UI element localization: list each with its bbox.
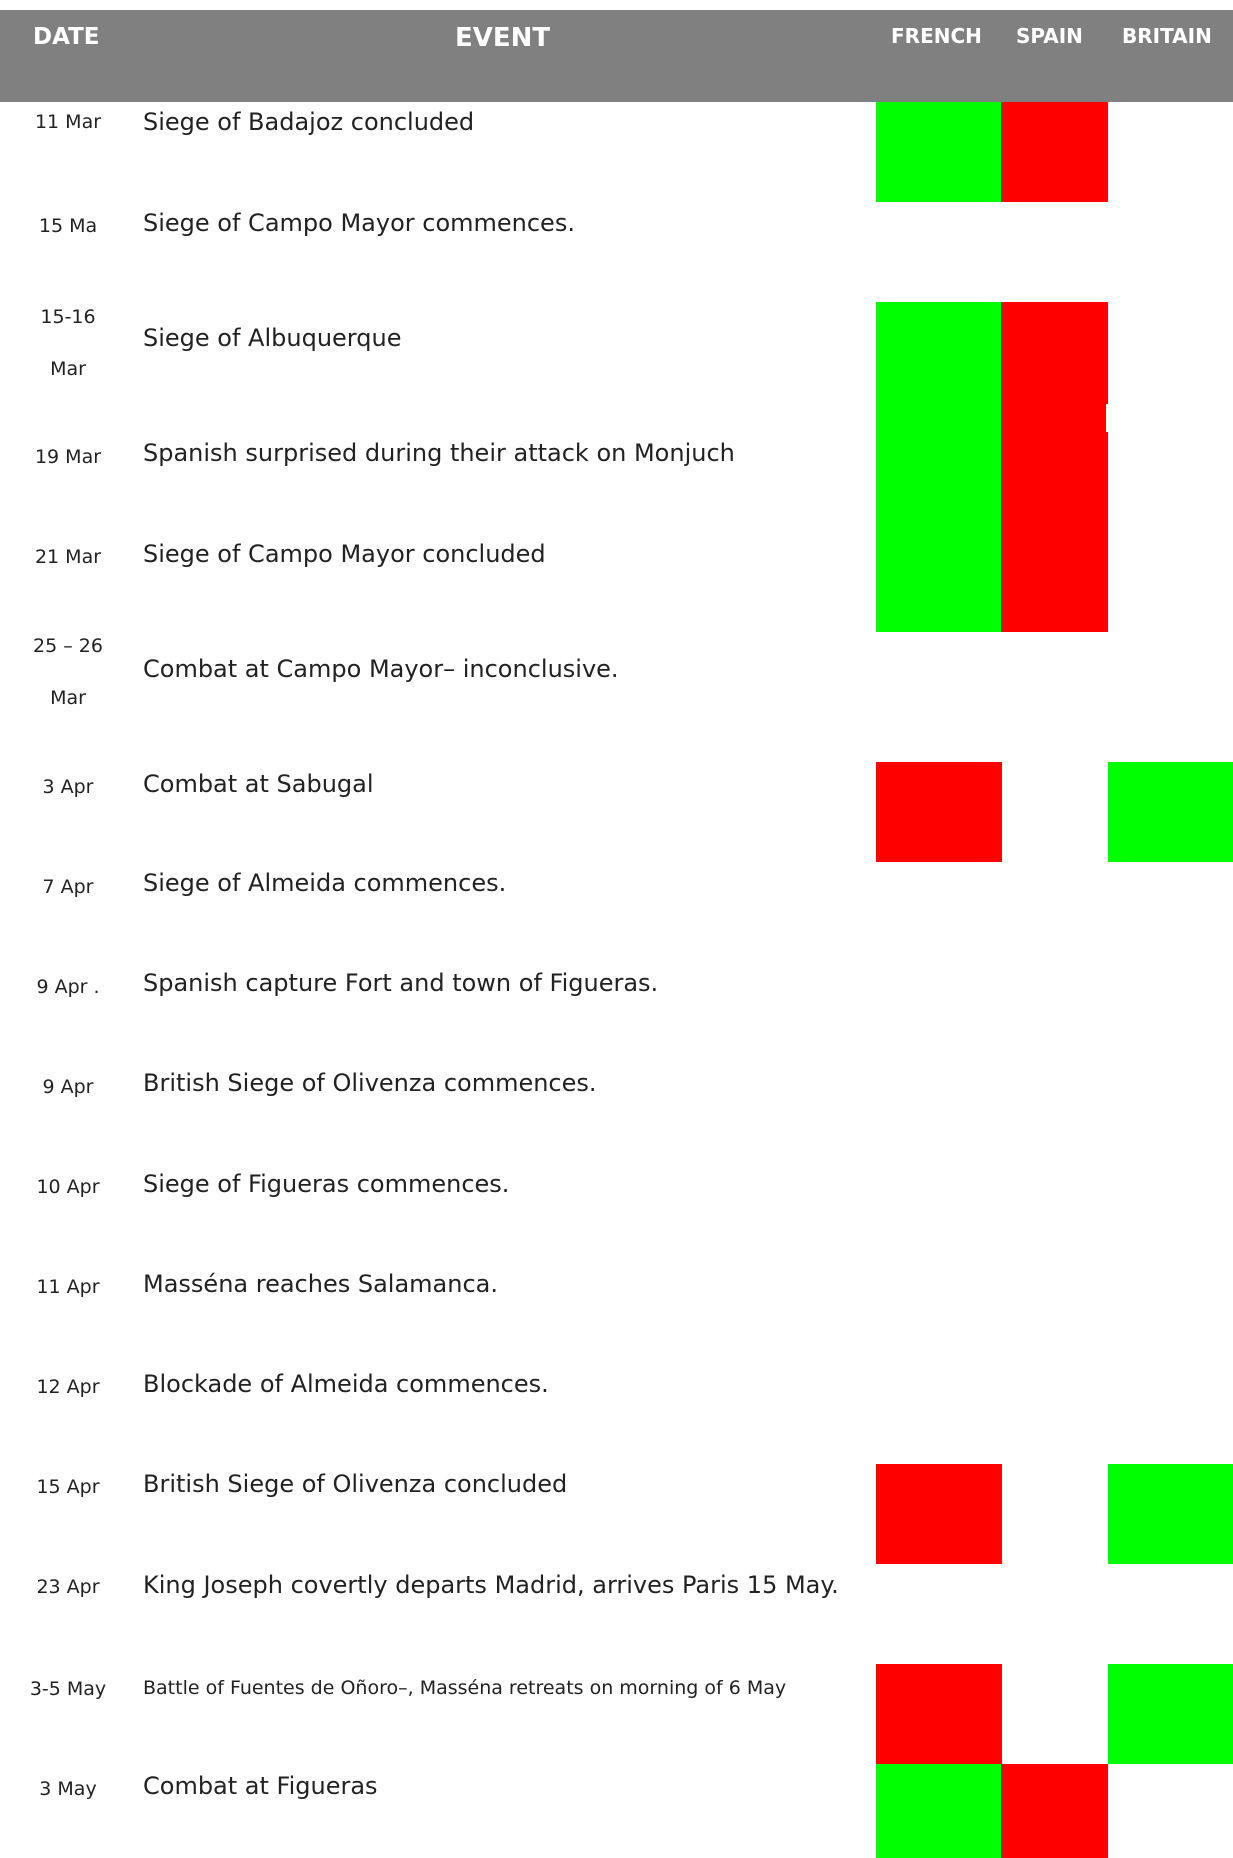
row-date-line2: Mar — [50, 687, 86, 709]
column-header-britain: BRITAIN — [1122, 24, 1212, 48]
row-event: Siege of Campo Mayor commences. — [143, 209, 575, 237]
row-date: 21 Mar — [34, 546, 102, 568]
britain-outcome-win — [1108, 762, 1233, 862]
row-date: 11 Mar — [34, 111, 102, 133]
french-outcome-loss — [876, 762, 1002, 862]
row-event: King Joseph covertly departs Madrid, arrives Paris 15 May. — [143, 1571, 839, 1599]
row-event: Siege of Campo Mayor concluded — [143, 540, 546, 568]
row-event: Siege of Figueras commences. — [143, 1170, 510, 1198]
row-date: 15 Apr — [36, 1476, 100, 1498]
row-event: Siege of Badajoz concluded — [143, 108, 475, 136]
row-date-line2: Mar — [50, 358, 86, 380]
row-date: 3 May — [39, 1778, 97, 1800]
column-header-french: FRENCH — [891, 24, 982, 48]
divider — [1106, 404, 1108, 432]
row-date — [0, 620, 136, 724]
row-date: 11 Apr — [36, 1276, 100, 1298]
column-header-date: DATE — [33, 24, 100, 50]
french-outcome-win — [876, 1764, 1001, 1858]
row-event: Battle of Fuentes de Oñoro–, Masséna retreats on morning of 6 May — [143, 1677, 787, 1699]
row-event: Blockade of Almeida commences. — [143, 1370, 549, 1398]
french-outcome-win — [876, 302, 1001, 632]
column-header-spain: SPAIN — [1016, 24, 1083, 48]
row-date: 3 Apr — [42, 776, 94, 798]
french-outcome-loss — [876, 1664, 1002, 1764]
row-date: 23 Apr — [36, 1576, 100, 1598]
row-date: 12 Apr — [36, 1376, 100, 1398]
row-date: 9 Apr . — [36, 976, 100, 998]
row-event: Spanish surprised during their attack on Monjuch — [143, 439, 735, 467]
row-event: Masséna reaches Salamanca. — [143, 1270, 498, 1298]
row-date: 15 Ma — [38, 215, 98, 237]
spain-outcome-loss — [1001, 302, 1108, 632]
row-date: 3-5 May — [29, 1678, 107, 1700]
spain-outcome-loss — [1001, 102, 1108, 202]
row-event: British Siege of Olivenza commences. — [143, 1069, 597, 1097]
britain-outcome-win — [1108, 1464, 1233, 1564]
britain-outcome-win — [1108, 1664, 1233, 1764]
row-event: Combat at Figueras — [143, 1772, 378, 1800]
french-outcome-loss — [876, 1464, 1002, 1564]
row-date-line1: 25 – 26 — [33, 635, 103, 657]
spain-outcome-loss — [1001, 1764, 1108, 1858]
table-header — [0, 10, 1233, 102]
row-date: 9 Apr — [42, 1076, 94, 1098]
row-event: Siege of Albuquerque — [143, 324, 402, 352]
row-date: 19 Mar — [34, 446, 102, 468]
row-event: Siege of Almeida commences. — [143, 869, 507, 897]
column-header-event: EVENT — [455, 23, 551, 53]
row-event: Combat at Sabugal — [143, 770, 374, 798]
row-date-line1: 15-16 — [40, 306, 96, 328]
row-date — [0, 291, 136, 395]
row-event: Combat at Campo Mayor– inconclusive. — [143, 655, 619, 683]
row-event: British Siege of Olivenza concluded — [143, 1470, 568, 1498]
row-date: 7 Apr — [42, 876, 94, 898]
row-event: Spanish capture Fort and town of Figueras. — [143, 969, 659, 997]
french-outcome-win — [876, 102, 1001, 202]
row-date: 10 Apr — [36, 1176, 100, 1198]
